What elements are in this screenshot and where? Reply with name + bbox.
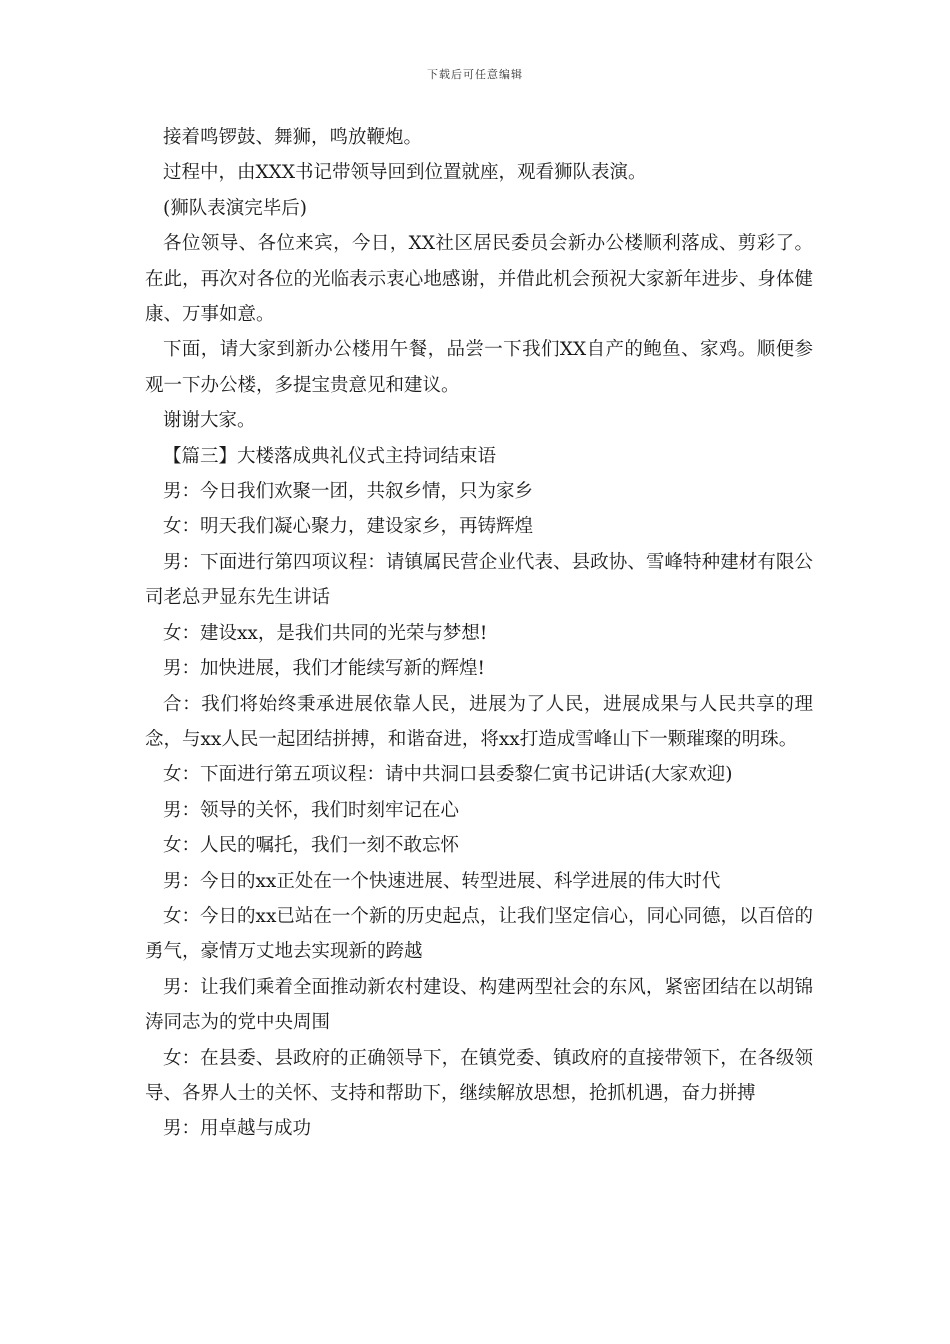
paragraph: 男：领导的关怀，我们时刻牢记在心 (163, 799, 460, 821)
paragraph: 合：我们将始终秉承进展依靠人民，进展为了人民，进展成果与人民共享的理念，与xx人民一起团结拼搏，和谐奋进，将xx打造成雪峰山下一颗璀璨的明珠。 (145, 693, 813, 750)
document-body (145, 120, 813, 1147)
paragraph: 谢谢大家。 (163, 410, 256, 432)
paragraph: 女：人民的嘱托，我们一刻不敢忘怀 (163, 835, 460, 857)
section-heading: 【篇三】大楼落成典礼仪式主持词结束语 (163, 445, 497, 467)
paragraph: 接着鸣锣鼓、舞狮，鸣放鞭炮。 (163, 127, 423, 148)
paragraph: 女：在县委、县政府的正确领导下，在镇党委、镇政府的直接带领下，在各级领导、各界人士的关怀、支持和帮助下，继续解放思想，抢抓机遇，奋力拼搏 (145, 1047, 813, 1104)
paragraph: 男：让我们乘着全面推动新农村建设、构建两型社会的东风，紧密团结在以胡锦涛同志为的党中央周围 (145, 976, 813, 1034)
paragraph: 女：明天我们凝心聚力，建设家乡，再铸辉煌 (163, 516, 534, 538)
paragraph: 男：今日我们欢聚一团，共叙乡情，只为家乡 (163, 481, 534, 503)
paragraph: 女：建设xx，是我们共同的光荣与梦想! (163, 622, 488, 644)
paragraph: (狮队表演完毕后) (163, 197, 307, 219)
paragraph: 男：加快进展，我们才能续写新的辉煌! (163, 658, 485, 680)
page-header: 下载后可任意编辑 (427, 68, 523, 81)
paragraph: 男：今日的xx正处在一个快速进展、转型进展、科学进展的伟大时代 (163, 870, 721, 892)
paragraph: 下面，请大家到新办公楼用午餐，品尝一下我们XX自产的鲍鱼、家鸡。顺便参观一下办公楼，多提宝贵意见和建议。 (145, 339, 813, 396)
paragraph: 各位领导、各位来宾，今日，XX社区居民委员会新办公楼顺利落成、剪彩了。在此，再次对各位的光临表示衷心地感谢，并借此机会预祝大家新年进步、身体健康、万事如意。 (145, 233, 813, 326)
paragraph: 男：下面进行第四项议程：请镇属民营企业代表、县政协、雪峰特种建材有限公司老总尹显东先生讲话 (145, 551, 813, 609)
paragraph: 女：下面进行第五项议程：请中共洞口县委黎仁寅书记讲话(大家欢迎) (163, 764, 733, 786)
paragraph: 女：今日的xx已站在一个新的历史起点，让我们坚定信心，同心同德，以百倍的勇气，豪情万丈地去实现新的跨越 (145, 905, 813, 963)
paragraph: 男：用卓越与成功 (163, 1118, 312, 1140)
paragraph: 过程中，由XXX书记带领导回到位置就座，观看狮队表演。 (163, 162, 647, 184)
